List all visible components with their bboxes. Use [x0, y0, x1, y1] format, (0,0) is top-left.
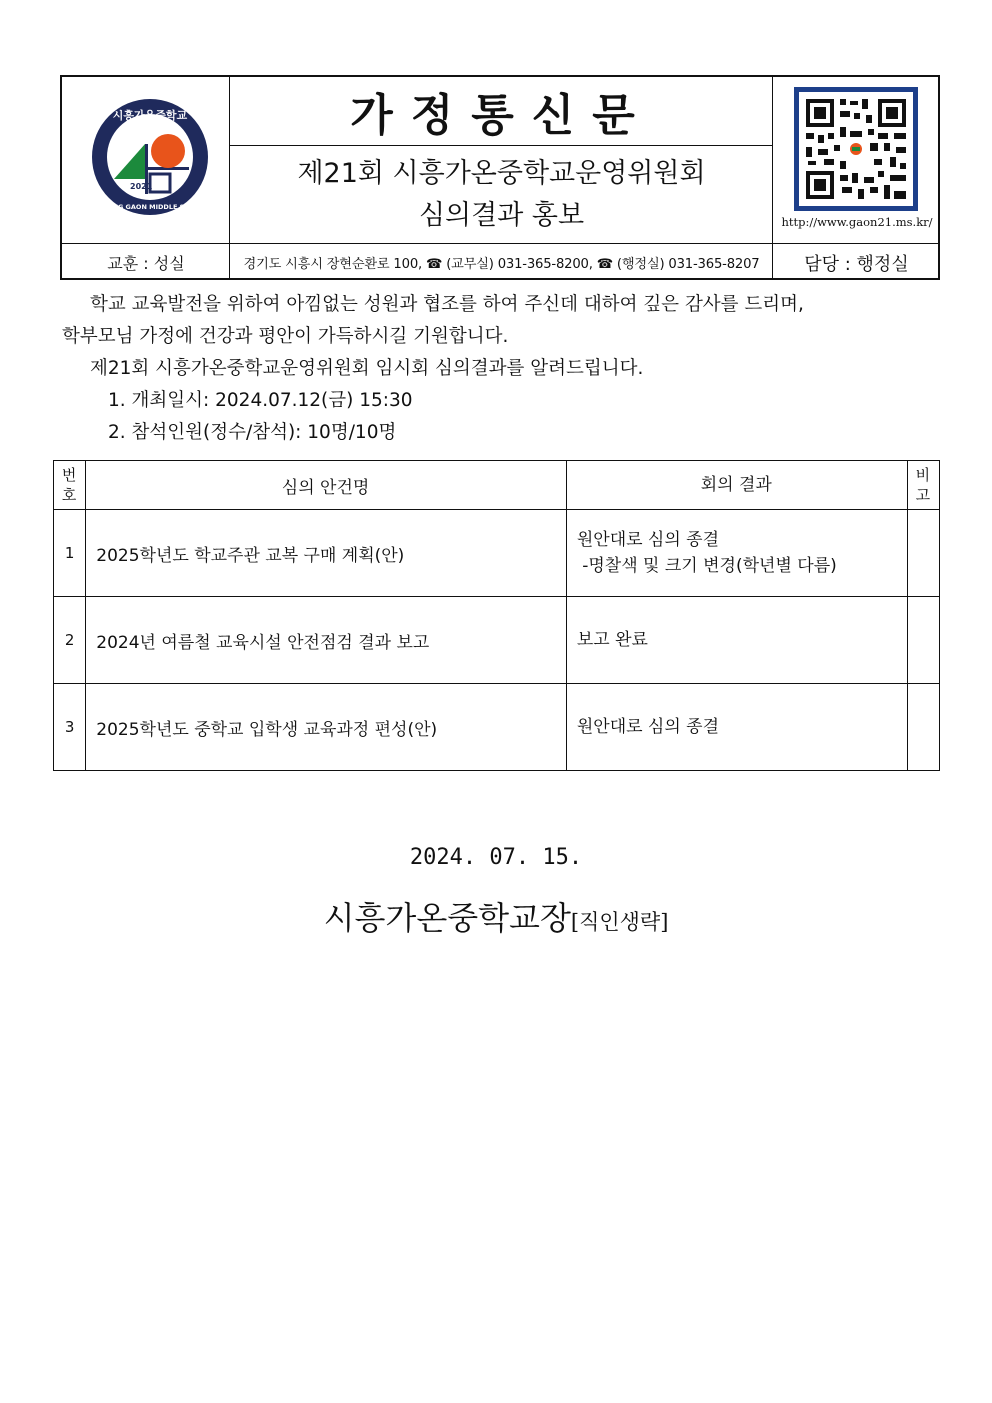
meeting-date-line — [62, 385, 932, 417]
header-note-1: 비 — [915, 466, 931, 484]
svg-text:시흥가온중학교: 시흥가온중학교 — [112, 109, 188, 122]
results-table — [53, 460, 940, 771]
table-row — [54, 684, 940, 771]
row-note — [907, 510, 939, 597]
table-row — [54, 510, 940, 597]
table-row — [54, 597, 940, 684]
header-number-2: 호 — [61, 486, 77, 504]
qr-code-icon[interactable] — [794, 87, 918, 211]
row-agenda: 2025학년도 중학교 입학생 교육과정 편성(안) — [86, 684, 567, 771]
header-number-1: 번 — [61, 466, 77, 484]
header-note — [907, 461, 939, 510]
attendance-line — [62, 417, 932, 449]
svg-text:SIHEUNG GAON MIDDLE SCHOOL: SIHEUNG GAON MIDDLE SCHOOL — [90, 203, 210, 211]
school-address: 경기도 시흥시 장현순환로 100, ☎ (교무실) 031-365-8200, ☎ (행정실) 031-365-8207 — [243, 257, 760, 272]
signature-block — [0, 893, 992, 939]
row-agenda: 2025학년도 학교주관 교복 구매 계획(안) — [86, 510, 567, 597]
intro-text: 제21회 시흥가온중학교운영위원회 임시회 심의결과를 알려드립니다. — [90, 358, 644, 379]
row-note — [907, 597, 939, 684]
row-number: 3 — [54, 684, 86, 771]
school-logo-icon — [90, 97, 210, 217]
meeting-date-text: 1. 개최일시: 2024.07.12(금) 15:30 — [108, 390, 413, 411]
row-agenda: 2024년 여름철 교육시설 안전점검 결과 보고 — [86, 597, 567, 684]
row-number: 2 — [54, 597, 86, 684]
newsletter-header — [60, 75, 940, 280]
department-in-charge: 담당 : 행정실 — [804, 253, 909, 275]
row-number: 1 — [54, 510, 86, 597]
header-note-2: 고 — [915, 486, 931, 504]
subtitle-line1: 제21회 시흥가온중학교운영위원회 — [297, 158, 706, 189]
header-agenda: 심의 안건명 — [86, 461, 567, 510]
issue-date: 2024. 07. 15. — [409, 845, 583, 870]
intro-line — [62, 353, 932, 385]
greeting-line1-text: 학교 교육발전을 위하여 아낌없는 성원과 협조를 하여 주신데 대하여 깊은 감사를 드리며, — [90, 294, 804, 315]
header-result: 회의 결과 — [566, 461, 907, 510]
header-number — [54, 461, 86, 510]
school-url[interactable]: http://www.gaon21.ms.kr/ — [781, 215, 933, 229]
signer-name: 시흥가온중학교장 — [323, 899, 571, 937]
row-result-line1: 원안대로 심의 종결 — [576, 530, 720, 550]
row-result-line2: -명찰색 및 크기 변경(학년별 다름) — [576, 556, 837, 576]
row-result — [566, 510, 907, 597]
attendance-text: 2. 참석인원(정수/참석): 10명/10명 — [108, 422, 397, 443]
greeting-paragraph — [62, 289, 932, 449]
greeting-line1 — [62, 289, 932, 321]
table-header-row — [54, 461, 940, 510]
row-result: 보고 완료 — [566, 597, 907, 684]
seal-note: [직인생략] — [570, 910, 669, 934]
subtitle-line2: 심의결과 홍보 — [418, 200, 585, 231]
svg-text:2021: 2021 — [130, 182, 153, 191]
school-motto: 교훈 : 성실 — [107, 254, 185, 273]
page-title: 가정통신문 — [350, 90, 653, 141]
row-note — [907, 684, 939, 771]
page-subtitle — [230, 147, 773, 243]
row-result: 원안대로 심의 종결 — [566, 684, 907, 771]
greeting-line2: 학부모님 가정에 건강과 평안이 가득하시길 기원합니다. — [62, 326, 509, 347]
